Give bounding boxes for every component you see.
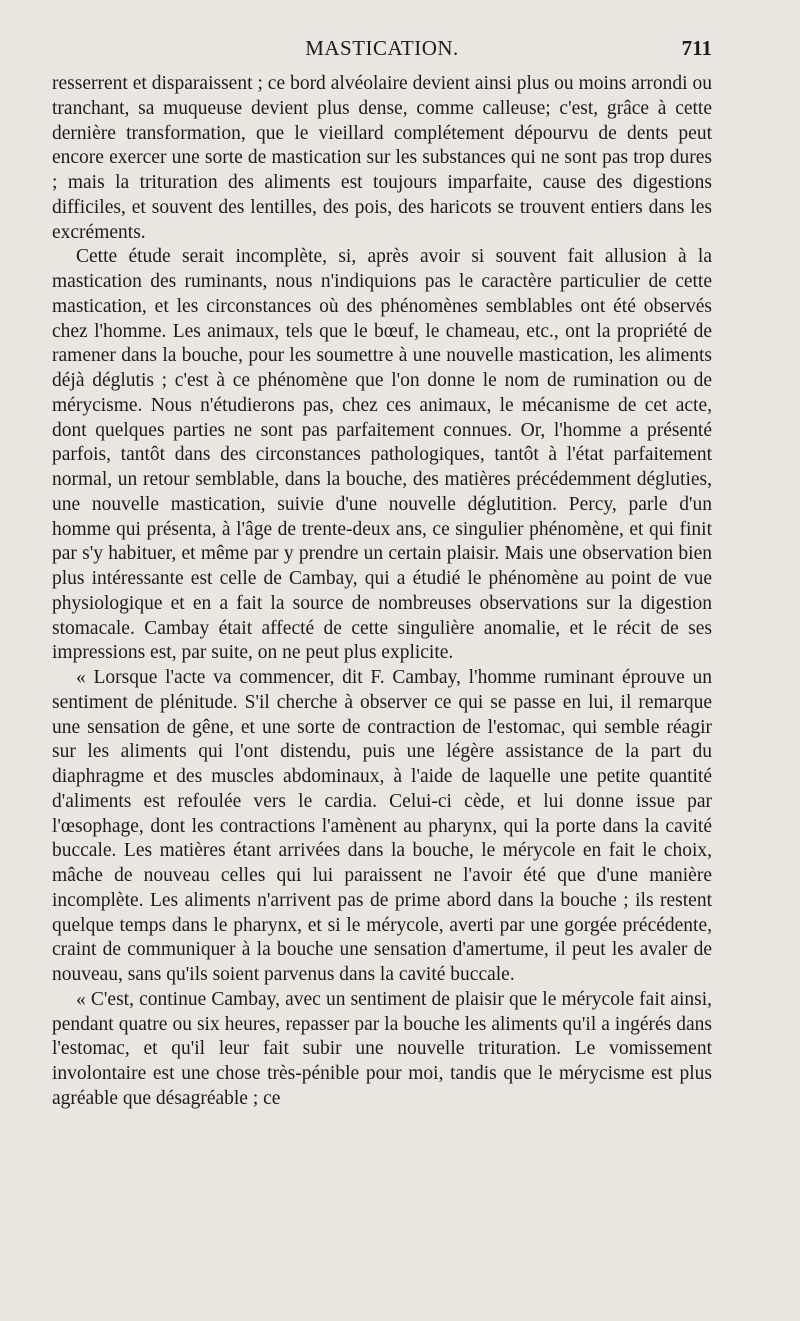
paragraph: Cette étude serait incomplète, si, après avoir si souvent fait allusion à la mastication des ruminants, nous n'indiquions pas le caractère particulier de cette mastication, et les circonstances où des phénomènes semblables ont été observés chez l'homme. Les animaux, tels que le bœuf, le chameau, etc., ont la propriété de ramener dans la bouche, pour les soumettre à une nouvelle mastication, les aliments déjà déglutis ; c'est à ce phénomène que l'on donne le nom de rumination ou de mérycisme. Nous n'étudierons pas, chez ces animaux, le mécanisme de cet acte, dont quelques parties ne sont pas parfaitement connues. Or, l'homme a présenté parfois, tantôt dans des circonstances pathologiques, tantôt à l'état parfaitement normal, un retour semblable, dans la bouche, des matières précédemment dégluties, une nouvelle mastication, suivie d'une nouvelle déglutition. Percy, parle d'un homme qui présenta, à l'âge de trente-deux ans, ce singulier phénomène, et qui finit par s'y habituer, et même par y prendre un certain plaisir. Mais une observation bien plus intéressante est celle de Cambay, qui a étudié le phénomène au point de vue physiologique et en a fait la source de nombreuses observations sur la digestion stomacale. Cambay était affecté de cette singulière anomalie, et le récit de ses impressions est, par suite, on ne peut plus explicite.	[52, 246, 712, 664]
running-title: MASTICATION.	[305, 36, 459, 60]
paragraph: « Lorsque l'acte va commencer, dit F. Cambay, l'homme ruminant éprouve un sentiment de plénitude. S'il cherche à observer ce qui se passe en lui, il remarque une sensation de gêne, et une sorte de contraction de l'estomac, qui semble réagir sur les aliments qui l'ont distendu, puis une légère assistance de la part du diaphragme et des muscles abdominaux, à l'aide de laquelle une petite quantité d'aliments est refoulée vers le cardia. Celui-ci cède, et lui donne issue par l'œsophage, dont les contractions l'amènent au pharynx, qui la porte dans la cavité buccale. Les matières étant arrivées dans la bouche, le mérycole en fait le choix, mâche de nouveau celles qui lui paraissent ne l'avoir été que d'une manière incomplète. Les aliments n'arrivent pas de prime abord dans la bouche ; ils restent quelque temps dans le pharynx, et si le mérycole, averti par une gorgée précédente, craint de communiquer à la bouche une sensation d'amertume, il peut les avaler de nouveau, sans qu'ils soient parvenus dans la cavité buccale.	[52, 667, 712, 985]
body-text	[52, 72, 712, 1112]
page-number: 711	[681, 36, 712, 60]
paragraph: resserrent et disparaissent ; ce bord alvéolaire devient ainsi plus ou moins arrondi ou tranchant, sa muqueuse devient plus dense, comme calleuse; c'est, grâce à cette dernière transformation, que le vieillard complétement dépourvu de dents peut encore exercer une sorte de mastication sur les substances qui ne sont pas trop dures ; mais la trituration des aliments est toujours imparfaite, cause des digestions difficiles, et souvent des lentilles, des pois, des haricots se trouvent entiers dans les excréments.	[52, 73, 712, 243]
page-header	[52, 36, 712, 64]
paragraph: « C'est, continue Cambay, avec un sentiment de plaisir que le mérycole fait ainsi, pendant quatre ou six heures, repasser par la bouche les aliments qu'il a ingérés dans l'estomac, et qu'il leur fait subir une nouvelle trituration. Le vomissement involontaire est une chose très-pénible pour moi, tandis que le mérycisme est plus agréable que désagréable ; ce	[52, 988, 712, 1109]
